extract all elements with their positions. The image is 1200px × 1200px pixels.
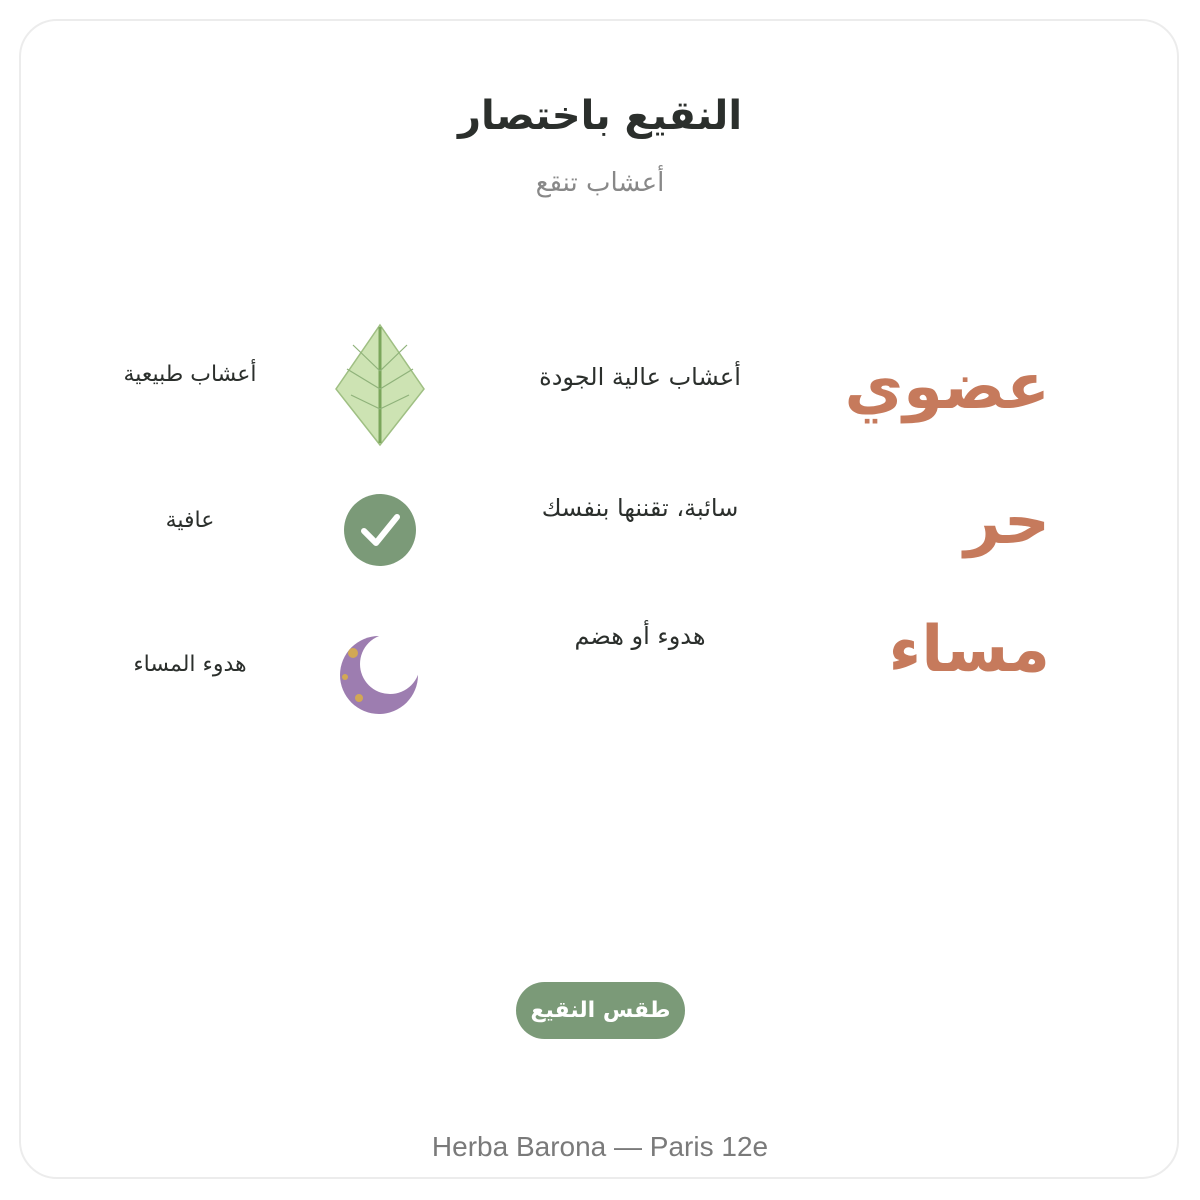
keyword-loose: حر — [964, 485, 1050, 559]
keyword-organic: عضوي — [844, 350, 1050, 424]
description-evening: هدوء أو هضم — [574, 622, 706, 650]
check-circle-icon — [344, 494, 416, 566]
description-loose: سائبة، تقننها بنفسك — [541, 494, 739, 522]
label-natural-herbs: أعشاب طبيعية — [123, 362, 257, 387]
page-subtitle: أعشاب تنقع — [535, 168, 665, 198]
label-evening-calm: هدوء المساء — [133, 652, 247, 677]
page-title: النقيع باختصار — [457, 93, 743, 139]
footer-text: Herba Barona — Paris 12e — [431, 1131, 769, 1162]
keyword-evening: مساء — [888, 613, 1050, 687]
crescent-moon-icon — [338, 634, 420, 716]
label-wellness: عافية — [165, 508, 215, 533]
leaf-icon — [333, 323, 427, 447]
infusion-ritual-button[interactable]: طقس النقيع — [516, 982, 685, 1039]
description-organic: أعشاب عالية الجودة — [539, 363, 741, 391]
